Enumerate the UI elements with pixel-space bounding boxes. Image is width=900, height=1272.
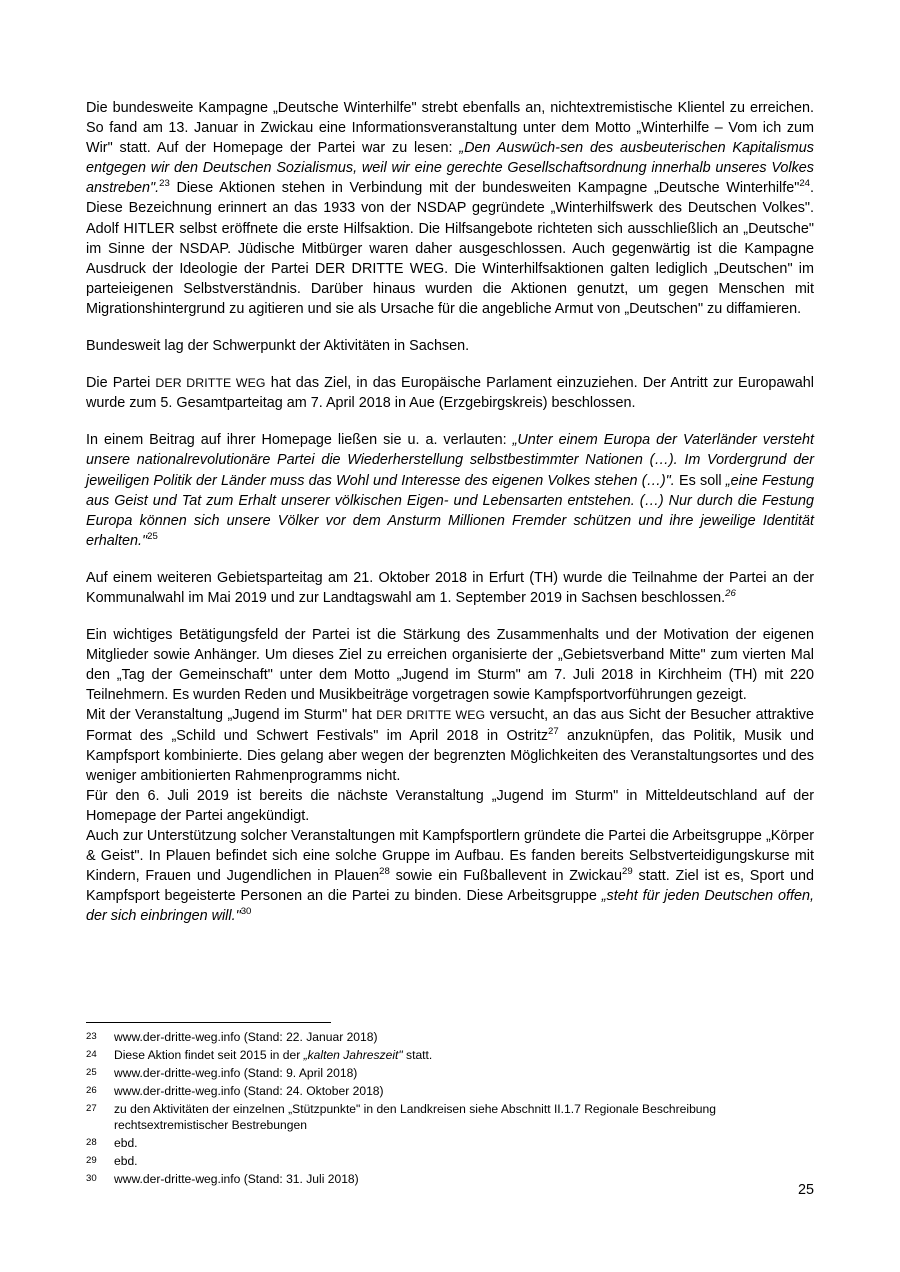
text-run: Für den 6. Juli 2019 ist bereits die nächste Veranstaltung „Jugend im Sturm" in Mitteldeutschland auf der Homepage der Partei angekündigt. (86, 787, 814, 824)
text-run: Bundesweit lag der Schwerpunkt der Aktivitäten in Sachsen. (86, 338, 470, 355)
text-run: Die bundesweite Kampagne „Deutsche Winterhilfe" strebt ebenfalls an, nichtextremistische Klientel zu erreichen. So fand am 13. Januar in Zwickau eine Informationsveranstaltung unter dem Motto „Winterhilfe – Vom ich zum Wir" statt. Auf der Homepage der Partei war zu lesen: (86, 100, 814, 157)
text-run: Auch zur Unterstützung solcher Veranstaltungen mit Kampfsportlern gründete die Partei die Arbeitsgruppe „Körper & Geist". In Plauen befindet sich eine solche Gruppe im Aufbau. Es fanden bereits Selbstverteidigungskurse mit Kindern, Frauen und Jugendlichen in Plauen (86, 828, 814, 885)
footnote-text: ebd. (114, 1135, 138, 1150)
footnote-ref-28: 28 (379, 866, 390, 878)
party-name: DER DRITTE WEG (155, 376, 266, 391)
footnote-text: www.der-dritte-weg.info (Stand: 24. Oktober 2018) (114, 1083, 384, 1098)
text-run: Die Partei (86, 375, 156, 392)
footnote-text: zu den Aktivitäten der einzelnen „Stützpunkte" in den Landkreisen siehe Abschnitt II.1.7 Regionale Beschreibung rechtsextremistischer Bestrebungen (114, 1101, 716, 1132)
paragraph-winterhilfe (86, 98, 814, 319)
paragraph-schwerpunkt (86, 336, 814, 356)
quote-run: „Unter einem Europa der Vaterländer versteht unsere nationalrevolutionäre Partei die Wiederherstellung selbstbestimmter Nationen (…). Im Vordergrund der jeweiligen Politik der Länder muss das Wohl und Interesse des eigenen Volkes stehen (…)". (86, 432, 814, 489)
footnote-text: www.der-dritte-weg.info (Stand: 22. Januar 2018) (114, 1030, 378, 1044)
paragraph-europaparlament (86, 373, 814, 413)
footnote-italic-part: „kalten Jahreszeit" (303, 1047, 403, 1062)
party-name: DER DRITTE WEG (376, 708, 486, 723)
document-body (86, 98, 814, 926)
footnote-ref-27: 27 (548, 725, 559, 737)
text-run: hat das Ziel, in das Europäische Parlament einzuziehen. Der Antritt zur Europawahl wurde zum 5. Gesamtparteitag am 7. April 2018 in Aue (Erzgebirgskreis) beschlossen. (86, 375, 814, 412)
footnote-number: 25 (86, 1066, 97, 1078)
footnote-item (86, 1154, 816, 1170)
footnote-item (86, 1066, 816, 1082)
footnote-separator (86, 1022, 331, 1023)
text-run-italic: „Den Auswüch-sen des ausbeuterischen Kapitalismus entgegen wir den Deutschen Sozialismus, weil wir eine gerechte Gesellschaftsordnung innerhalb unseres Volkes anstreben". (86, 140, 814, 197)
text-run: sowie ein Fußballevent in Zwickau (389, 868, 623, 885)
footnote-ref-30: 30 (240, 906, 252, 918)
footnote-section (86, 1022, 816, 1190)
text-run: Diese Aktionen stehen in Verbindung mit der bundesweiten Kampagne „Deutsche Winterhilfe" (169, 180, 800, 197)
paragraph-koerper-und-geist (86, 826, 814, 926)
footnote-item (86, 1030, 816, 1046)
footnote-number: 30 (86, 1172, 97, 1184)
text-run: Auf einem weiteren Gebietsparteitag am 21. Oktober 2018 in Erfurt (TH) wurde die Teilnahme der Partei an der Kommunalwahl im Mai 2019 und zur Landtagswahl am 1. September 2019 in Sachsen beschlossen. (86, 569, 814, 606)
quote-run: „steht für jeden Deutschen offen, der sich einbringen will." (86, 888, 814, 925)
footnote-number: 23 (86, 1031, 97, 1042)
page-number: 25 (797, 1182, 814, 1198)
footnote-number: 28 (86, 1136, 97, 1148)
paragraph-jugend-im-sturm (86, 705, 814, 785)
footnote-ref-29: 29 (622, 866, 633, 878)
paragraph-homepage-zitat (86, 430, 814, 551)
text-run: anzuknüpfen, das Politik, Musik und Kampfsport kombinierte. Dies gelang aber wegen der begrenzten Möglichkeiten des Veranstaltungsortes und des weniger ambitionierten Rahmenprogramms nicht. (86, 727, 814, 784)
text-run: In einem Beitrag auf ihrer Homepage ließen sie u. a. verlauten: (86, 432, 513, 449)
footnote-item (86, 1136, 816, 1152)
paragraph-betaetigungsfeld (86, 625, 814, 705)
footnote-number: 26 (86, 1084, 97, 1096)
footnote-item (86, 1084, 816, 1100)
footnote-item (86, 1172, 816, 1188)
text-run: Es soll (679, 472, 726, 489)
text-run: Mit der Veranstaltung „Jugend im Sturm" hat (86, 707, 377, 724)
footnote-text: www.der-dritte-weg.info (Stand: 31. Juli 2018) (114, 1171, 359, 1186)
footnote-item (86, 1102, 816, 1134)
footnote-number: 29 (86, 1154, 97, 1166)
footnote-ref-25: 25 (147, 530, 158, 542)
footnote-number: 27 (86, 1102, 97, 1114)
paragraph-gebietsparteitag (86, 568, 814, 608)
footnote-ref-26: 26 (725, 588, 736, 600)
quote-run: „eine Festung aus Geist und Tat zum Erhalt unserer völkischen Eigen- und Lebensarten entstehen. (…) Nur durch die Festung Europa können sich unsere Völker vor dem Ansturm Millionen Fremder schützen und ihre jeweilige Identität erhalten." (86, 472, 814, 549)
footnote-text: ebd. (114, 1153, 138, 1168)
footnote-item (86, 1048, 816, 1064)
footnote-text: www.der-dritte-weg.info (Stand: 9. April 2018) (114, 1065, 358, 1080)
footnote-ref-23: 23 (159, 178, 170, 190)
footnote-number: 24 (86, 1048, 97, 1060)
text-run: . Diese Bezeichnung erinnert an das 1933 von der NSDAP gegründete „Winterhilfswerk des Deutschen Volkes". Adolf HITLER selbst eröffnete die erste Hilfsaktion. Die Hilfsangebote richteten sich ausschließlich an „Deutsche" im Sinne der NSDAP. Jüdische Mitbürger waren daher ausgeschlossen. Auch gegenwärtig ist die Kampagne Ausdruck der Ideologie der Partei DER DRITTE WEG. Die Winterhilfsaktionen galten lediglich „Deutschen" im parteieigenen Selbstverständnis. Darüber hinaus wurden die Aktionen genutzt, um gegen Menschen mit Migrationshintergrund zu agitieren und sie als Ursache für die angebliche Armut von „Deutschen" zu diffamieren. (86, 180, 814, 317)
text-run: statt. Ziel ist es, Sport und Kampfsport begeisterte Personen an die Partei zu binden. Diese Arbeitsgruppe (86, 868, 814, 905)
paragraph-naechste-veranstaltung (86, 786, 814, 826)
footnote-text: Diese Aktion findet seit 2015 in der „kalten Jahreszeit" statt. (114, 1047, 433, 1062)
text-run: versucht, an das aus Sicht der Besucher attraktive Format des „Schild und Schwert Festivals" im April 2018 in Ostritz (86, 707, 814, 744)
text-run: Ein wichtiges Betätigungsfeld der Partei ist die Stärkung des Zusammenhalts und der Motivation der eigenen Mitglieder sowie Anhänger. Um dieses Ziel zu erreichen organisierte der „Gebietsverband Mitte" zum vierten Mal den „Tag der Gemeinschaft" unter dem Motto „Jugend im Sturm" am 7. Juli 2018 in Kirchheim (TH) mit 220 Teilnehmern. Es wurden Reden und Musikbeiträge vorgetragen sowie Kampfsportvorführungen gezeigt. (86, 627, 814, 704)
footnote-ref-24: 24 (799, 178, 810, 190)
